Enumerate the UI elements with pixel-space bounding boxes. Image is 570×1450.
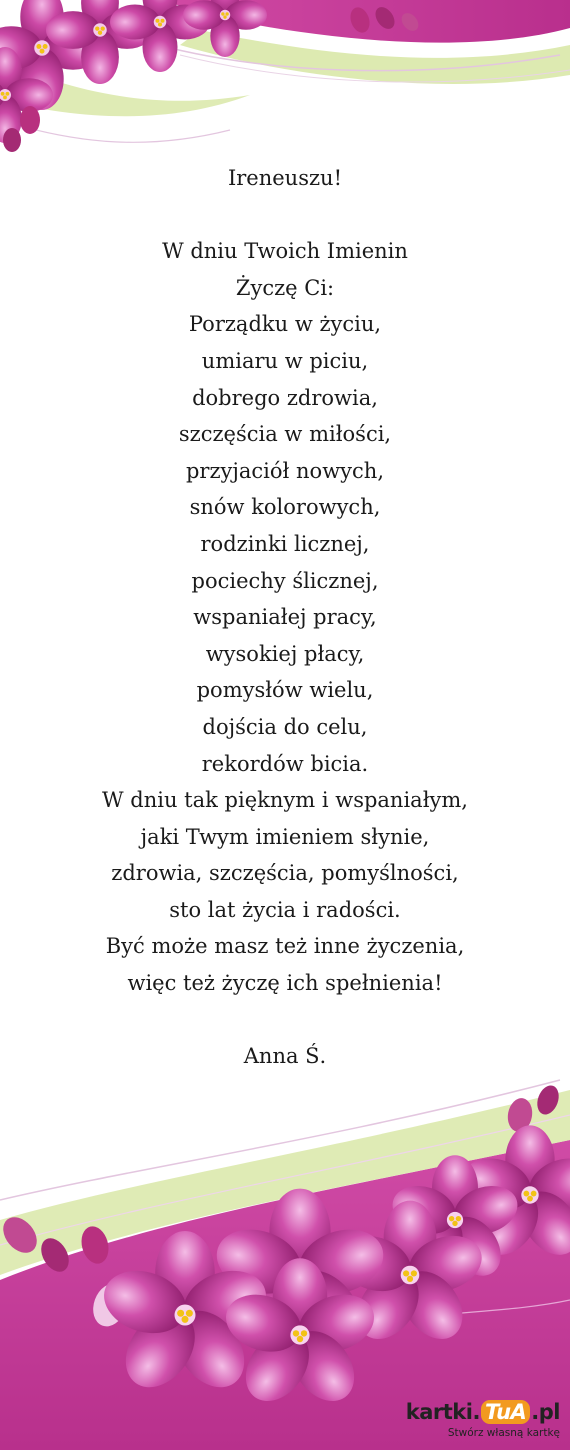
poem-line: rodzinki licznej, [200, 531, 370, 556]
logo-prefix: kartki. [405, 1400, 480, 1424]
poem-line: W dniu tak pięknym i wspaniałym, [102, 788, 468, 813]
poem-line: snów kolorowych, [189, 495, 381, 520]
poem-line: zdrowia, szczęścia, pomyślności, [111, 861, 459, 886]
poem-line: przyjaciół nowych, [185, 458, 384, 483]
greeting-name: Ireneuszu! [227, 166, 343, 190]
poem-line: Być może masz też inne życzenia, [105, 934, 465, 959]
poem-line: szczęścia w miłości, [178, 422, 392, 447]
poem-line: sto lat życia i radości. [169, 897, 401, 922]
logo-suffix: .pl [531, 1400, 560, 1424]
logo-tagline: Stwórz własną kartkę [447, 1427, 560, 1439]
logo-wordmark [406, 1400, 560, 1424]
kartki-tua-logo[interactable] [405, 1400, 562, 1444]
poem-line: W dniu Twoich Imienin [162, 239, 408, 264]
spacer [0, 197, 570, 234]
wish-text [0, 160, 570, 1075]
poem-line: dobrego zdrowia, [192, 385, 378, 410]
poem-line: wspaniałej pracy, [193, 605, 377, 630]
poem-line: dojścia do celu, [202, 714, 368, 739]
signature: Anna Ś. [243, 1044, 327, 1069]
top-flower-decoration [0, 0, 570, 175]
spacer [0, 1002, 570, 1039]
bottom-flower-decoration [0, 1070, 570, 1450]
poem-line: wysokiej płacy, [205, 641, 365, 666]
poem-line: więc też życzę ich spełnienia! [127, 971, 443, 996]
poem-line: pociechy ślicznej, [191, 568, 379, 593]
poem-line: umiaru w piciu, [201, 348, 369, 373]
poem-line: Życzę Ci: [235, 275, 335, 300]
poem-line: Porządku w życiu, [188, 312, 382, 337]
poem-line: rekordów bicia. [201, 751, 369, 776]
logo-badge: TuA [481, 1400, 530, 1424]
poem-line: pomysłów wielu, [196, 678, 374, 703]
poem-line: jaki Twym imieniem słynie, [140, 824, 430, 849]
